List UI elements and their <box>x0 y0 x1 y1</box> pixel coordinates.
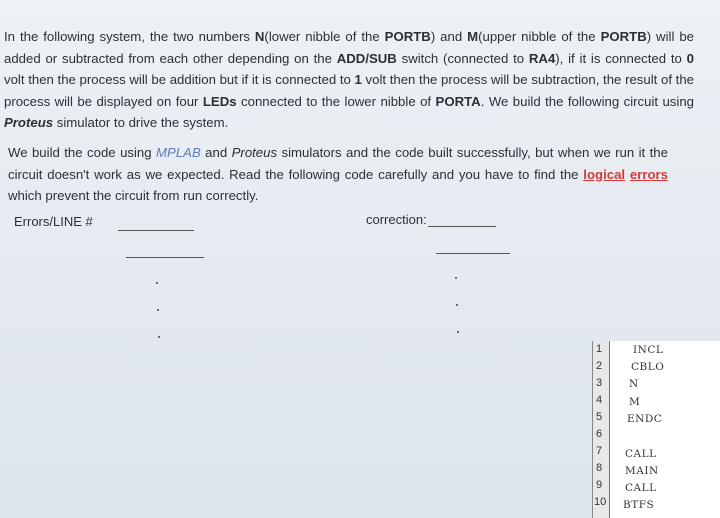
term-logical: logical <box>583 166 626 182</box>
text: (lower nibble of the <box>264 29 385 44</box>
text: switch (connected to <box>396 50 529 66</box>
line-number: 3 <box>596 377 603 389</box>
text: ) will be added or subtracted from each other depending on the <box>4 29 694 66</box>
line-number: 5 <box>596 411 603 423</box>
dot-marker <box>157 309 159 311</box>
line-number: 4 <box>596 394 603 406</box>
line-number: 9 <box>596 479 603 491</box>
task-instructions <box>8 142 668 207</box>
code-line: CBLO <box>631 361 665 373</box>
term-one: 1 <box>354 72 362 87</box>
line-number: 1 <box>596 343 603 355</box>
line-number: 6 <box>596 428 603 440</box>
dot-marker <box>455 277 457 279</box>
line-number: 8 <box>596 462 603 474</box>
code-listing <box>592 341 720 518</box>
text: (upper nibble of the <box>478 29 601 44</box>
code-line: BTFS <box>623 499 655 511</box>
code-line: MAIN <box>625 465 659 477</box>
term-errors: errors <box>629 166 669 182</box>
code-line: ENDC <box>627 413 663 425</box>
text: and <box>200 145 232 160</box>
code-line: CALL <box>625 482 657 494</box>
term-proteus: Proteus <box>231 145 278 160</box>
line-number: 10 <box>594 496 607 508</box>
term-portb: PORTB <box>600 29 647 44</box>
code-line: M <box>629 396 641 408</box>
correction-blank-1[interactable] <box>428 226 496 227</box>
term-add-sub: ADD/SUB <box>336 50 397 66</box>
text: volt then the process will be addition but if it is connected to <box>4 72 355 87</box>
text: In the following system, the two numbers <box>4 29 255 44</box>
term-mplab: MPLAB <box>156 145 201 160</box>
term-porta: PORTA <box>435 93 481 109</box>
text: volt then the process will be subtraction, the result of the process will be displayed on four <box>4 72 694 109</box>
errors-line-blank-2[interactable] <box>126 257 204 258</box>
errors-line-label: Errors/LINE # <box>14 214 93 229</box>
term-zero: 0 <box>686 50 694 66</box>
code-line: N <box>629 378 639 390</box>
code-line: INCL <box>633 344 664 356</box>
text: ), if it is connected to <box>555 50 687 66</box>
text: simulators and the code built successfully, but when we run it the circuit doesn't work as we expected. Read the following code carefully and you have to find the <box>8 145 668 182</box>
code-line: CALL <box>625 448 657 460</box>
term-leds: LEDs <box>202 93 237 109</box>
text: . We build the following circuit using <box>480 93 694 109</box>
dot-marker <box>158 336 160 338</box>
term-m: M <box>467 29 479 44</box>
dot-marker <box>457 331 459 333</box>
dot-marker <box>456 304 458 306</box>
text: We build the code using <box>8 145 157 160</box>
text: which prevent the circuit from run correctly. <box>8 188 259 203</box>
errors-line-blank-1[interactable] <box>118 230 194 231</box>
term-proteus: Proteus <box>4 115 54 130</box>
text: simulator to drive the system. <box>53 115 229 130</box>
term-n: N <box>254 29 265 44</box>
term-ra4: RA4 <box>528 50 556 66</box>
correction-blank-2[interactable] <box>436 253 510 254</box>
correction-label: correction: <box>366 212 427 227</box>
text: ) and <box>430 29 468 44</box>
line-number: 2 <box>596 360 603 372</box>
line-number: 7 <box>596 445 603 457</box>
text: connected to the lower nibble of <box>236 93 436 109</box>
problem-description <box>4 26 694 134</box>
dot-marker <box>156 282 158 284</box>
term-portb: PORTB <box>384 29 431 44</box>
